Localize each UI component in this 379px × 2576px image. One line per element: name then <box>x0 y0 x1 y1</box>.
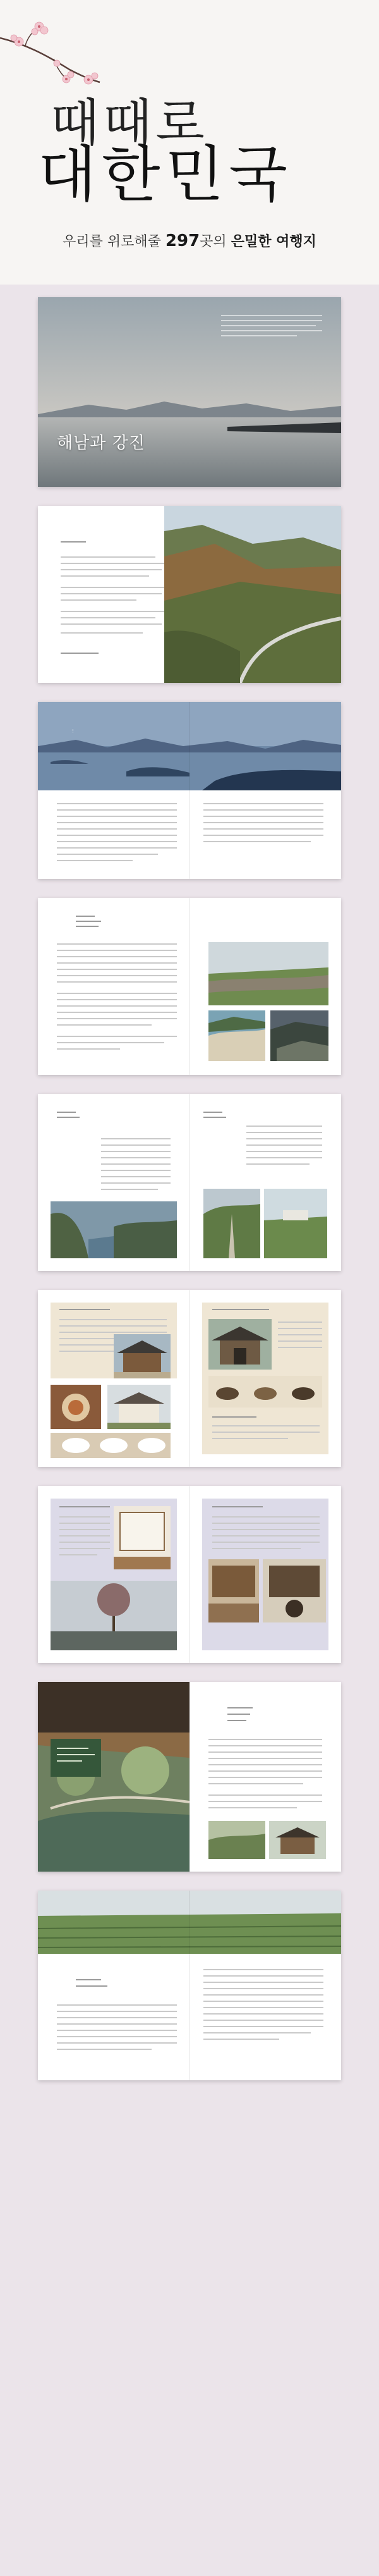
text-block <box>59 1516 110 1518</box>
text-block <box>57 2042 177 2044</box>
text-block <box>227 1714 250 1715</box>
text-block <box>57 841 177 842</box>
spread-7 <box>38 1486 341 1663</box>
text-block <box>208 1801 322 1802</box>
text-block <box>208 1807 297 1808</box>
text-block <box>203 1982 323 1983</box>
text-block <box>246 1138 322 1139</box>
stone-wall-photo <box>208 942 328 1005</box>
bridge-pavilion-photo <box>38 1682 190 1872</box>
book-title-line2: 대한민국 <box>38 139 292 210</box>
temple-gate-photo <box>208 1319 272 1370</box>
text-block <box>203 1975 323 1977</box>
text-block <box>61 632 143 634</box>
text-block <box>203 2026 323 2027</box>
text-block <box>212 1523 320 1524</box>
text-block <box>57 1018 177 1019</box>
text-block <box>61 617 155 618</box>
text-block <box>57 803 177 804</box>
text-block <box>246 1144 322 1146</box>
text-block <box>212 1548 301 1549</box>
garden-photo <box>208 1821 265 1859</box>
dish-photo <box>51 1433 171 1458</box>
text-block <box>246 1125 322 1127</box>
text-block <box>57 2017 177 2018</box>
text-block <box>57 854 158 855</box>
text-block <box>203 835 323 836</box>
text-block <box>208 1764 322 1765</box>
text-block <box>221 335 297 336</box>
text-block <box>208 1751 322 1753</box>
text-block <box>59 1554 97 1555</box>
text-block <box>61 653 99 654</box>
food-bowl-photo <box>51 1385 101 1429</box>
text-block <box>101 1144 171 1146</box>
text-block <box>203 822 323 823</box>
beach-photo <box>208 1010 265 1061</box>
spread-4 <box>38 898 341 1075</box>
text-block <box>246 1157 322 1158</box>
text-block <box>61 541 86 543</box>
spread-1-title: 해남과 강진 <box>57 434 145 453</box>
text-block <box>59 1309 110 1310</box>
text-block <box>203 828 323 830</box>
text-block <box>208 1770 322 1772</box>
text-block <box>203 841 311 842</box>
subtitle-strong: 은밀한 여행지 <box>231 234 316 250</box>
text-block <box>57 1042 164 1043</box>
text-block <box>57 1024 152 1026</box>
text-block <box>203 803 323 804</box>
text-block <box>278 1328 322 1329</box>
subtitle-number: 297 <box>165 231 200 250</box>
text-block <box>59 1529 110 1530</box>
spread-2 <box>38 506 341 683</box>
text-block <box>212 1425 320 1426</box>
text-block <box>61 556 155 558</box>
text-block <box>57 956 177 957</box>
text-block <box>212 1529 320 1530</box>
text-block <box>101 1170 171 1171</box>
pavilion-photo <box>269 1821 326 1859</box>
text-block <box>57 1036 177 1037</box>
text-block <box>76 916 95 917</box>
text-block <box>278 1322 322 1323</box>
text-block <box>57 943 177 945</box>
hill-path-photo <box>203 1189 260 1258</box>
text-block <box>57 1117 80 1118</box>
text-block <box>208 1794 322 1796</box>
text-block <box>57 1748 88 1749</box>
text-block <box>101 1157 171 1158</box>
text-block <box>59 1542 110 1543</box>
text-block <box>57 1112 76 1113</box>
mountain-road-photo <box>164 506 341 683</box>
text-block <box>57 981 177 983</box>
text-block <box>203 1117 226 1118</box>
text-block <box>203 1988 323 1989</box>
text-block <box>57 2036 177 2037</box>
text-block <box>246 1132 322 1133</box>
text-block <box>101 1182 171 1184</box>
text-block <box>57 828 177 830</box>
temple-photo <box>114 1334 171 1378</box>
text-block <box>278 1340 322 1342</box>
text-block <box>246 1151 322 1152</box>
text-block <box>208 1783 303 1784</box>
text-block <box>76 1979 101 1980</box>
text-block <box>57 1012 177 1013</box>
text-block <box>59 1548 110 1549</box>
text-block <box>101 1189 158 1190</box>
text-block <box>61 623 162 625</box>
text-block <box>101 1163 171 1165</box>
text-block <box>57 950 177 951</box>
text-block <box>57 975 177 976</box>
text-block <box>101 1138 171 1139</box>
text-block <box>203 1112 222 1113</box>
text-block <box>57 962 177 964</box>
text-block <box>203 2013 323 2015</box>
text-block <box>76 1985 107 1987</box>
gutter <box>189 1290 190 1467</box>
book-header <box>0 0 379 285</box>
vertical-caption: ⋮ <box>71 728 75 733</box>
text-block <box>221 330 322 331</box>
gutter <box>189 702 190 879</box>
text-block <box>57 2030 177 2031</box>
subtitle-mid: 곳의 <box>200 234 227 250</box>
text-block <box>61 563 168 564</box>
text-block <box>203 2020 323 2021</box>
text-block <box>57 809 177 811</box>
spread-3 <box>38 702 341 879</box>
gutter <box>189 898 190 1075</box>
text-block <box>59 1535 110 1536</box>
hanok-interior-photo <box>114 1506 171 1569</box>
text-block <box>57 969 177 970</box>
text-block <box>61 593 162 594</box>
text-block <box>203 1994 323 1996</box>
text-block <box>57 2004 177 2006</box>
text-block <box>246 1163 310 1165</box>
tree-house-photo <box>51 1581 177 1650</box>
text-block <box>61 587 168 588</box>
text-block <box>61 599 136 601</box>
spread-6 <box>38 1290 341 1467</box>
text-block <box>76 926 99 927</box>
text-block <box>101 1151 171 1152</box>
text-block <box>59 1523 110 1524</box>
text-block <box>57 1760 82 1762</box>
text-block <box>57 1048 120 1050</box>
text-block <box>212 1516 320 1518</box>
cherry-blossom-branch-icon <box>0 19 101 89</box>
text-block <box>212 1506 263 1507</box>
text-block <box>57 847 177 849</box>
text-block <box>57 1005 177 1007</box>
spread-1 <box>38 297 341 487</box>
text-block <box>57 1754 95 1755</box>
text-block <box>57 822 177 823</box>
text-block <box>208 1758 322 1759</box>
text-block <box>278 1347 322 1348</box>
house-photo <box>107 1385 171 1429</box>
text-block <box>57 2011 177 2012</box>
text-block <box>59 1506 110 1507</box>
book-subtitle <box>0 231 379 250</box>
text-block <box>57 993 177 994</box>
text-block <box>59 1332 167 1333</box>
text-block <box>57 2023 177 2025</box>
text-block <box>221 320 322 321</box>
text-block <box>101 1176 171 1177</box>
tea-set-photo <box>208 1376 322 1408</box>
wooden-veranda-photo <box>208 1559 259 1622</box>
text-block <box>203 1969 323 1970</box>
gutter <box>189 1891 190 2080</box>
text-block <box>76 921 101 922</box>
text-block <box>221 315 322 316</box>
text-block <box>57 835 177 836</box>
text-block <box>212 1432 320 1433</box>
text-block <box>203 809 323 811</box>
text-block <box>221 325 316 326</box>
gutter <box>189 1094 190 1271</box>
text-block <box>203 816 323 817</box>
text-block <box>212 1416 256 1418</box>
spread-5 <box>38 1094 341 1271</box>
text-block <box>278 1334 322 1335</box>
text-block <box>203 2039 279 2040</box>
text-block <box>61 569 162 570</box>
text-block <box>59 1325 167 1327</box>
text-block <box>227 1720 246 1721</box>
text-block <box>57 999 177 1000</box>
gutter <box>189 1682 190 1872</box>
green-title-box <box>51 1739 101 1777</box>
text-block <box>61 575 149 577</box>
text-block <box>208 1745 322 1746</box>
spread-8 <box>38 1682 341 1872</box>
book-title-line1: 때때로 <box>51 94 208 152</box>
text-block <box>203 2007 323 2008</box>
gutter <box>189 1486 190 1663</box>
spread-9 <box>38 1891 341 2080</box>
text-block <box>227 1707 253 1708</box>
rock-coast-photo <box>270 1010 328 1061</box>
text-block <box>203 2032 311 2033</box>
text-block <box>57 2049 152 2050</box>
text-block <box>57 860 133 861</box>
text-block <box>212 1542 320 1543</box>
text-block <box>61 611 168 612</box>
field-house-photo <box>264 1189 327 1258</box>
text-block <box>59 1319 167 1320</box>
text-block <box>208 1739 322 1740</box>
text-block <box>57 816 177 817</box>
text-block <box>208 1777 322 1778</box>
text-block <box>203 2001 323 2002</box>
text-block <box>212 1438 288 1439</box>
tea-room-photo <box>263 1559 326 1622</box>
subtitle-pre: 우리를 위로해줄 <box>63 234 161 250</box>
text-block <box>212 1535 320 1536</box>
text-block <box>212 1309 269 1310</box>
cliff-coast-photo <box>51 1201 177 1258</box>
